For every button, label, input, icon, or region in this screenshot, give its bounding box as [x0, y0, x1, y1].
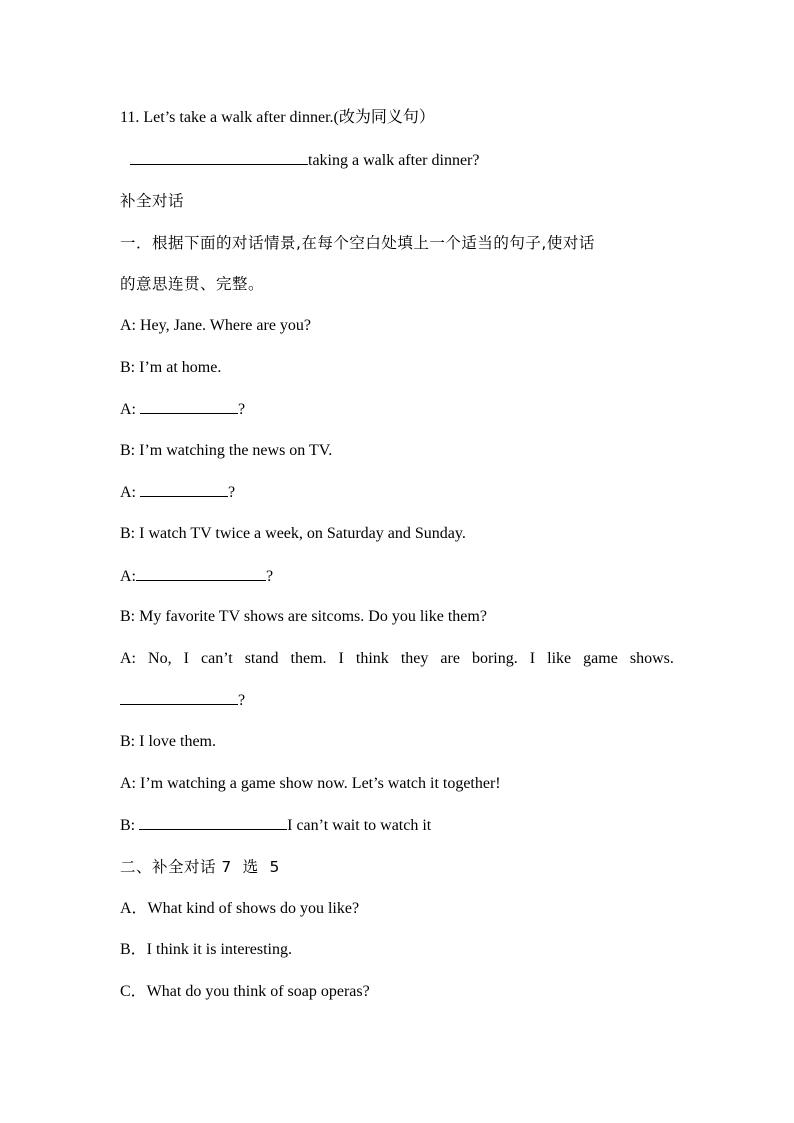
word: boring. — [471, 650, 518, 667]
answer-blank[interactable] — [130, 150, 308, 165]
line-suffix: I can’t wait to watch it — [287, 817, 432, 834]
word: I — [183, 650, 189, 667]
dialogue-line-11: B: I love them. — [120, 733, 216, 750]
dialogue-line-2: B: I’m at home. — [120, 359, 222, 376]
option-a: A．What kind of shows do you like? — [120, 900, 360, 917]
word: stand — [244, 650, 279, 667]
dialogue-line-13 — [120, 815, 431, 836]
part1-instruction-line2: 的意思连贯、完整。 — [120, 275, 265, 293]
question-11-answer-tail: taking a walk after dinner? — [308, 152, 480, 169]
section-title: 补全对话 — [120, 192, 185, 210]
part1-instruction-line1: 一．根据下面的对话情景,在每个空白处填上一个适当的句子,使对话 — [120, 234, 595, 252]
dialogue-line-9 — [120, 649, 674, 669]
word: are — [440, 650, 460, 667]
speaker-label: A: — [120, 401, 140, 418]
question-11-answer-line — [130, 150, 479, 171]
option-b: B．I think it is interesting. — [120, 941, 292, 958]
answer-blank[interactable] — [140, 482, 228, 497]
word: think — [355, 650, 389, 667]
speaker-label: A: — [120, 484, 140, 501]
answer-blank[interactable] — [139, 815, 287, 830]
word: game — [583, 650, 618, 667]
option-c: C．What do you think of soap operas? — [120, 983, 370, 1000]
dialogue-line-4: B: I’m watching the news on TV. — [120, 442, 333, 459]
word: they — [400, 650, 429, 667]
word: like — [547, 650, 572, 667]
word: A: — [120, 650, 136, 667]
dialogue-line-7 — [120, 566, 273, 587]
dialogue-line-5 — [120, 482, 235, 503]
speaker-label: A: — [120, 568, 136, 585]
dialogue-line-3 — [120, 399, 245, 420]
word: I — [529, 650, 536, 667]
dialogue-line-1: A: Hey, Jane. Where are you? — [120, 317, 312, 334]
dialogue-line-10 — [120, 690, 245, 711]
word: them. — [290, 650, 327, 667]
dialogue-line-8: B: My favorite TV shows are sitcoms. Do you like them? — [120, 608, 487, 625]
word: No, — [148, 650, 172, 667]
word: shows. — [629, 650, 674, 667]
question-11-prompt: 11. Let’s take a walk after dinner.(改为同义句） — [120, 109, 435, 126]
answer-blank[interactable] — [136, 566, 266, 581]
answer-blank[interactable] — [140, 399, 238, 414]
word: can’t — [200, 650, 233, 667]
line-suffix: ? — [238, 692, 246, 709]
line-suffix: ? — [266, 568, 274, 585]
dialogue-line-12: A: I’m watching a game show now. Let’s watch it together! — [120, 775, 501, 792]
speaker-label: B: — [120, 817, 140, 834]
line-suffix: ? — [228, 484, 236, 501]
answer-blank[interactable] — [120, 690, 238, 705]
word: I — [338, 650, 344, 667]
dialogue-line-6: B: I watch TV twice a week, on Saturday and Sunday. — [120, 525, 466, 542]
part2-title: 二、补全对话 7 选 5 — [120, 858, 280, 876]
line-suffix: ? — [238, 401, 246, 418]
